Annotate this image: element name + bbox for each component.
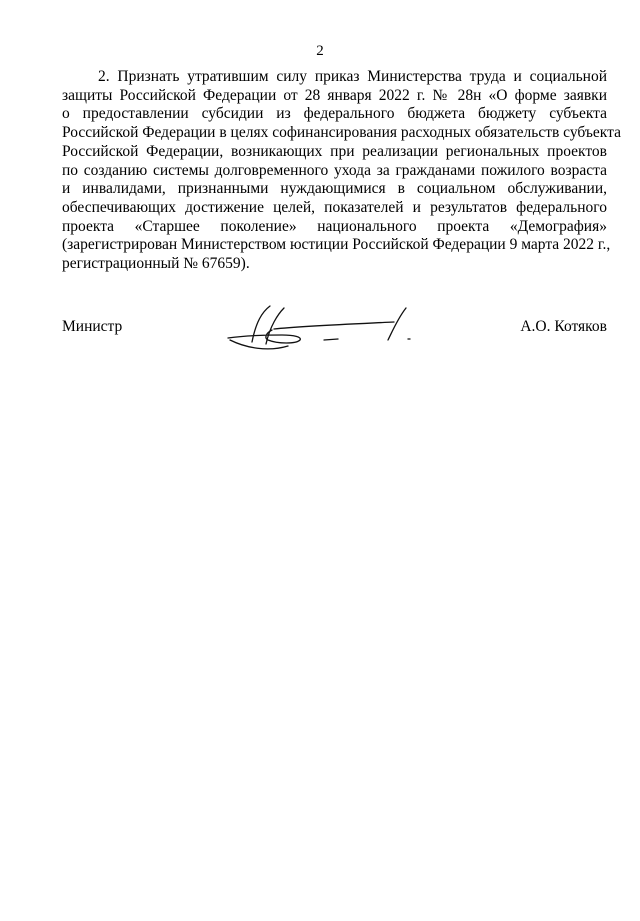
paragraph-line: защиты Российской Федерации от 28 января 2022 г. № 28н «О форме заявки (62, 86, 607, 104)
handwritten-signature (222, 302, 482, 362)
signature-block (62, 316, 607, 356)
signatory-name: А.О. Котяков (520, 318, 607, 335)
paragraph-line: Российской Федерации в целях софинансирования расходных обязательств субъекта (62, 124, 621, 142)
paragraph-line: о предоставлении субсидии из федерального бюджета бюджету субъекта (62, 105, 607, 123)
paragraph-line: (зарегистрирован Министерством юстиции Российской Федерации 9 марта 2022 г., (62, 236, 611, 254)
paragraph-line: Российской Федерации, возникающих при реализации региональных проектов (62, 142, 607, 160)
paragraph-line: 2. Признать утратившим силу приказ Министерства труда и социальной (98, 68, 607, 85)
page-number: 2 (316, 43, 324, 59)
signatory-position: Министр (62, 318, 123, 335)
paragraph-line: проекта «Старшее поколение» национального проекта «Демография» (62, 217, 607, 235)
paragraph-line: по созданию системы долговременного ухода за гражданами пожилого возраста (62, 161, 607, 179)
paragraph-line: и инвалидами, признанными нуждающимися в социальном обслуживании, (62, 180, 607, 198)
paragraph-line: обеспечивающих достижение целей, показателей и результатов федерального (62, 198, 607, 216)
paragraph-line: регистрационный № 67659). (62, 255, 250, 273)
paragraph-2 (62, 68, 621, 274)
